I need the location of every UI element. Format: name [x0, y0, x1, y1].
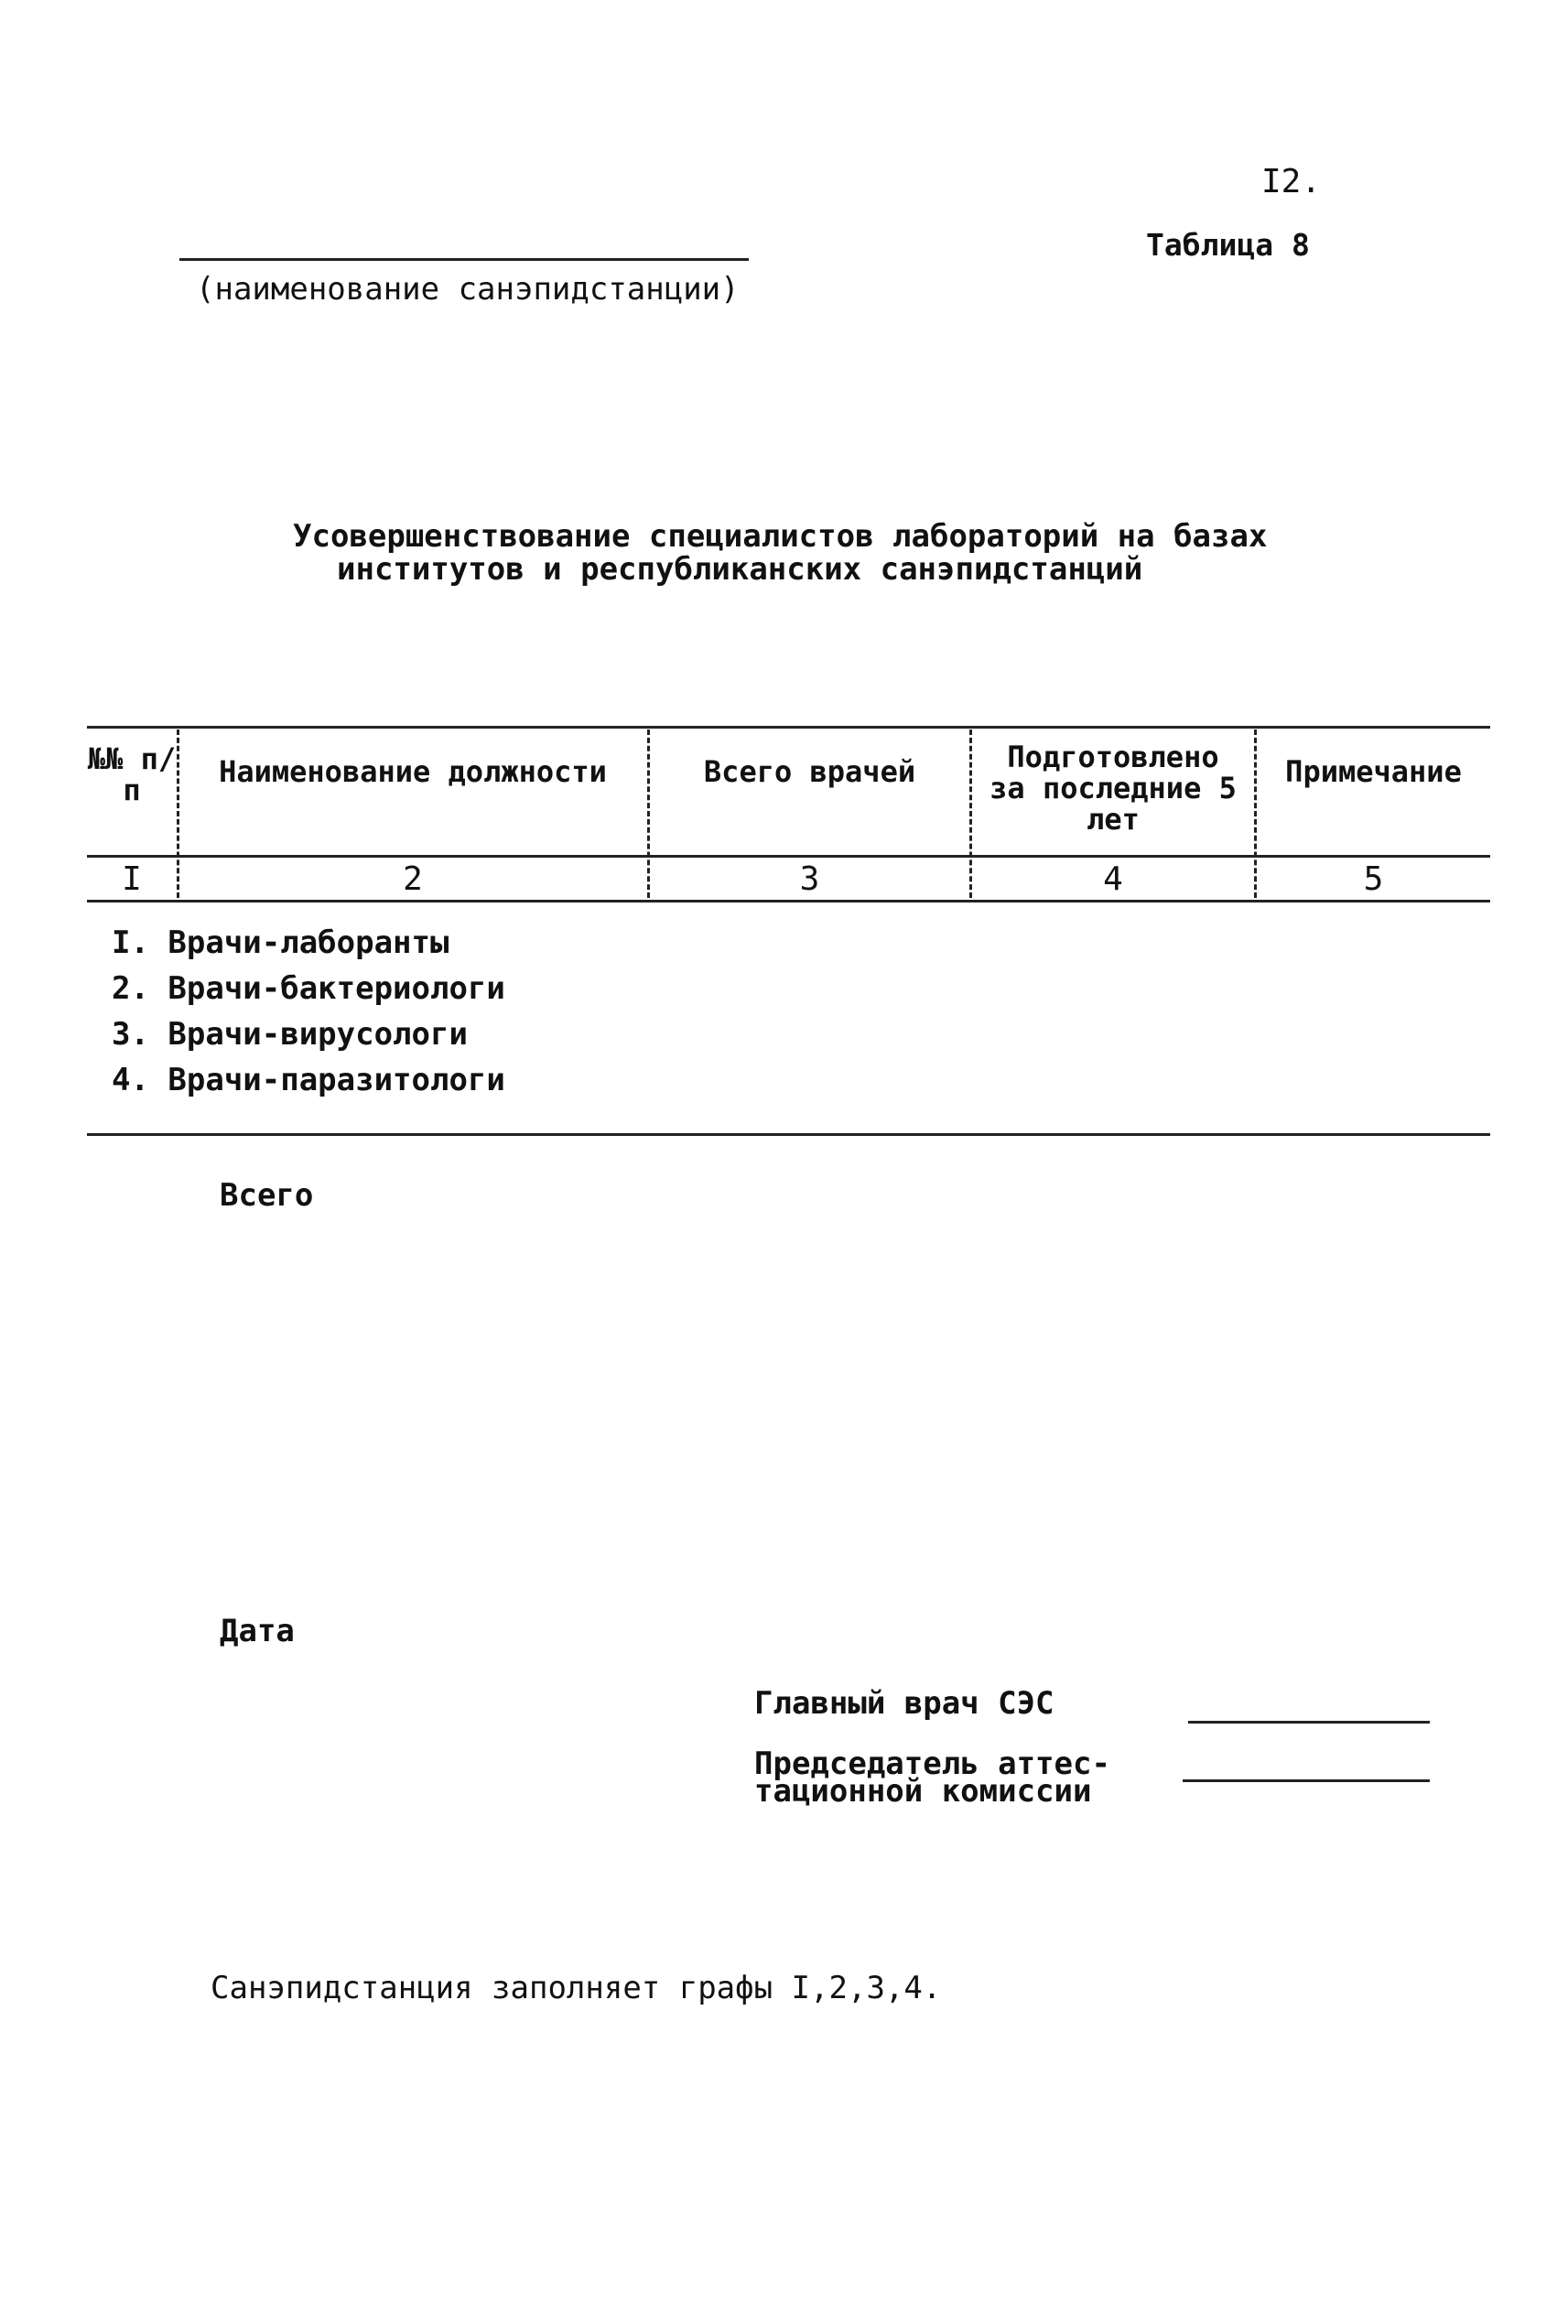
table-top-rule: [87, 726, 1490, 729]
table-row: 4. Врачи-паразитологи: [112, 1062, 505, 1098]
footnote: Санэпидстанция заполняет графы I,2,3,4.: [211, 1970, 942, 2006]
column-number-4: 4: [1103, 860, 1123, 898]
table-row: 3. Врачи-вирусологи: [112, 1016, 468, 1053]
chief-doctor-signature-line: [1188, 1721, 1430, 1724]
date-label: Дата: [220, 1613, 295, 1649]
chairman-label-line-2: тационной комиссии: [754, 1773, 1092, 1810]
document-title: [293, 520, 1267, 586]
chairman-label-line-1: Председатель аттес-: [754, 1746, 1110, 1782]
chairman-signature-line: [1183, 1779, 1430, 1782]
header-total-doctors: Всего врачей: [703, 754, 916, 789]
station-name-field-line: [179, 258, 749, 261]
table-header-rule: [87, 855, 1490, 858]
table-numbers-rule: [87, 900, 1490, 903]
title-line-2: институтов и республиканских санэпидстанций: [337, 551, 1143, 588]
header-num: №№ п/п: [87, 741, 177, 807]
header-position: Наименование должности: [219, 754, 607, 789]
table-row: 2. Врачи-бактериологи: [112, 970, 505, 1007]
header-note: Примечание: [1285, 754, 1462, 789]
chairman-label: [754, 1746, 1110, 1810]
title-line-1: Усовершенствование специалистов лабораторий на базах: [293, 518, 1268, 555]
total-label: Всего: [220, 1177, 314, 1214]
column-number-1: I: [122, 860, 142, 898]
column-number-5: 5: [1363, 860, 1384, 898]
station-name-caption: (наименование санэпидстанции): [196, 271, 740, 308]
table-row: I. Врачи-лаборанты: [112, 924, 449, 961]
page-number: I2.: [1261, 163, 1322, 200]
table-bottom-rule: [87, 1133, 1490, 1136]
column-number-3: 3: [799, 860, 820, 898]
table-label: Таблица 8: [1146, 227, 1310, 263]
chief-doctor-label: Главный врач СЭС: [754, 1685, 1054, 1722]
header-trained: Подготовлено за последние 5 лет: [989, 740, 1237, 837]
column-number-2: 2: [403, 860, 423, 898]
